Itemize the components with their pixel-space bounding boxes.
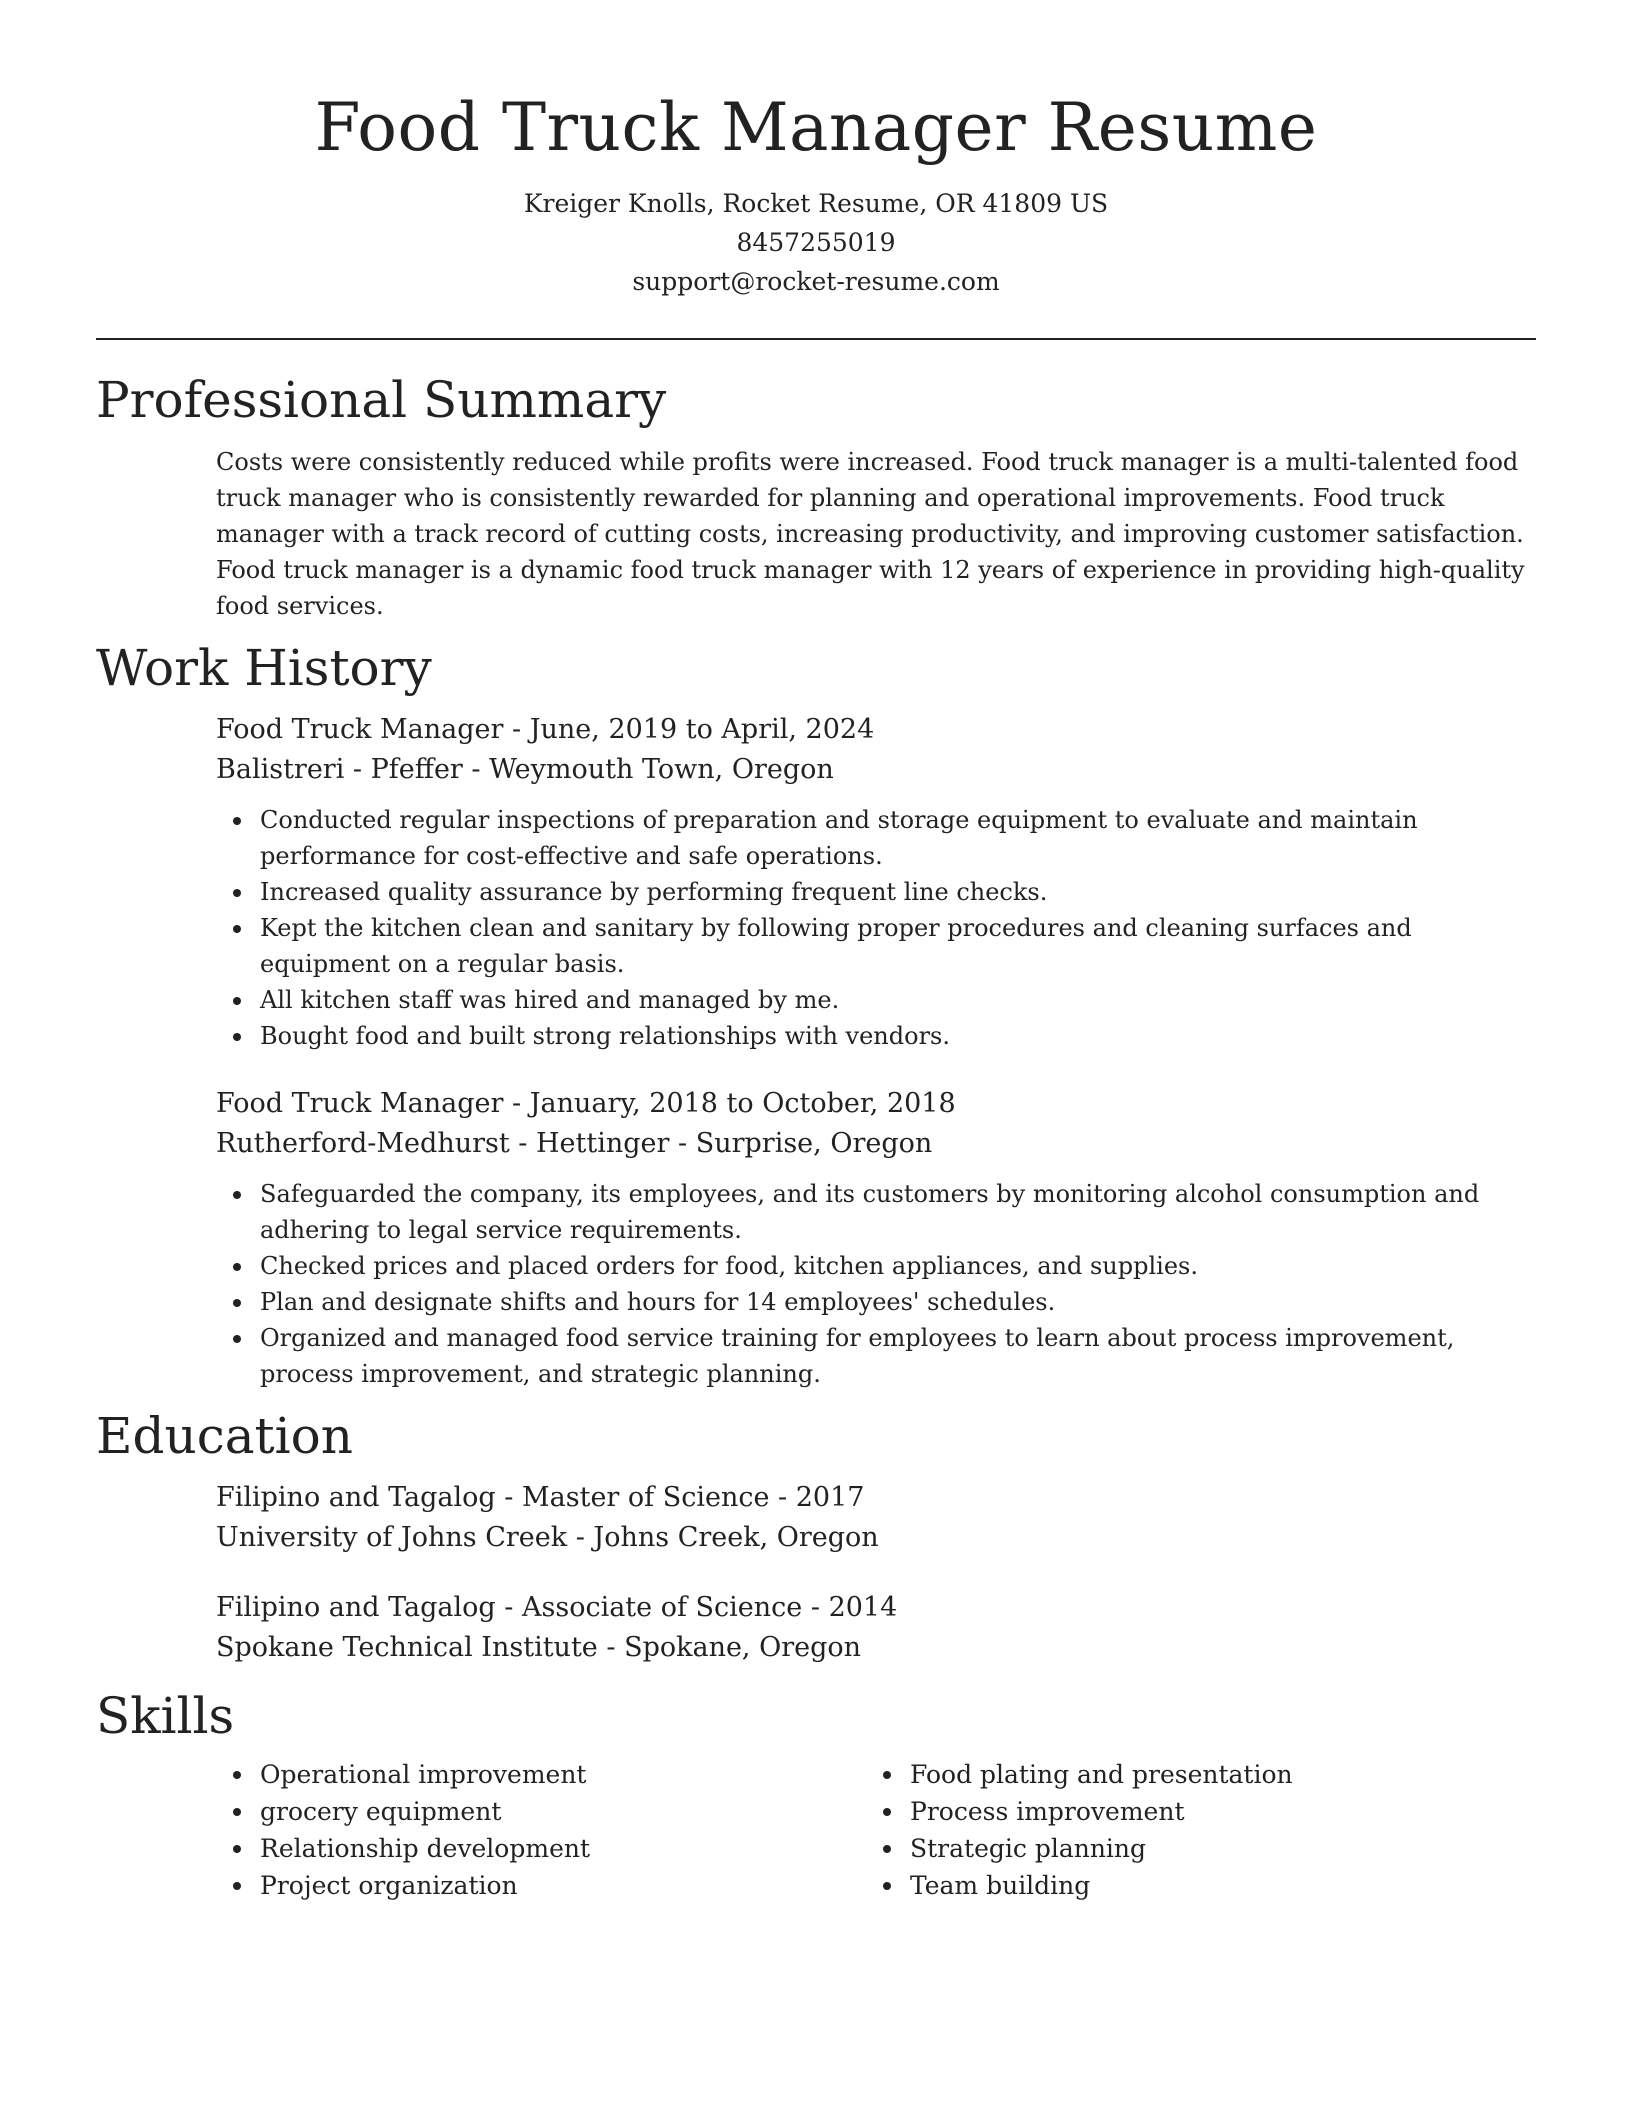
skills-list-right — [866, 1756, 1516, 1904]
job-company: Balistreri - Pfeffer — [216, 754, 463, 785]
list-item: Increased quality assurance by performing frequent line checks. — [260, 874, 1536, 910]
resume-page — [96, 0, 1536, 1904]
job-title: Food Truck Manager — [216, 1088, 504, 1119]
list-item: Safeguarded the company, its employees, and its customers by monitoring alcohol consumption and adhering to legal service requirements. — [260, 1176, 1536, 1248]
list-item: Process improvement — [910, 1793, 1516, 1830]
contact-block — [96, 184, 1536, 301]
work-history-heading: Work History — [96, 639, 432, 697]
list-item: Organized and managed food service training for employees to learn about process improvement, process improvement, and strategic planning. — [260, 1320, 1536, 1392]
job-company-line — [216, 750, 1536, 790]
education-entry — [216, 1478, 1536, 1558]
job-duties-list — [216, 802, 1536, 1054]
job-entry — [216, 710, 1536, 1054]
job-location: - Weymouth Town, Oregon — [462, 754, 834, 785]
job-entry — [216, 1084, 1536, 1392]
job-title: Food Truck Manager — [216, 714, 504, 745]
list-item: All kitchen staff was hired and managed by me. — [260, 982, 1536, 1018]
list-item: Team building — [910, 1867, 1516, 1904]
education-school: University of Johns Creek — [216, 1522, 568, 1553]
list-item: Plan and designate shifts and hours for 14 employees' schedules. — [260, 1284, 1536, 1320]
contact-phone: 8457255019 — [736, 228, 896, 257]
skills-list-left — [216, 1756, 866, 1904]
work-history-section — [96, 638, 1536, 1392]
education-year: - 2014 — [802, 1592, 898, 1623]
education-degree: - Associate of Science — [495, 1592, 803, 1623]
education-school: Spokane Technical Institute — [216, 1632, 598, 1663]
education-location: - Spokane, Oregon — [597, 1632, 862, 1663]
education-location: - Johns Creek, Oregon — [567, 1522, 879, 1553]
education-heading: Education — [96, 1407, 353, 1465]
education-field: Filipino and Tagalog — [216, 1482, 496, 1513]
resume-header — [96, 0, 1536, 301]
header-divider — [96, 338, 1536, 340]
skills-columns — [216, 1756, 1536, 1904]
list-item: Food plating and presentation — [910, 1756, 1516, 1793]
job-company: Rutherford-Medhurst - Hettinger — [216, 1128, 670, 1159]
job-company-line — [216, 1124, 1536, 1164]
contact-email: support@rocket-resume.com — [632, 267, 1000, 296]
list-item: Bought food and built strong relationships with vendors. — [260, 1018, 1536, 1054]
education-degree-line — [216, 1588, 1536, 1628]
job-location: - Surprise, Oregon — [669, 1128, 933, 1159]
skills-section — [96, 1686, 1536, 1904]
job-duties-list — [216, 1176, 1536, 1392]
skills-heading: Skills — [96, 1687, 235, 1745]
job-title-line — [216, 1084, 1536, 1124]
job-dates: - January, 2018 to October, 2018 — [503, 1088, 956, 1119]
education-school-line — [216, 1518, 1536, 1558]
resume-title: Food Truck Manager Resume — [314, 89, 1318, 166]
list-item: Relationship development — [260, 1830, 866, 1867]
summary-text: Costs were consistently reduced while profits were increased. Food truck manager is a multi-talented food truck manager who is consistently rewarded for planning and operational improvements. Food truck manager with a track record of cutting costs, increasing productivity, and improving customer satisfaction. Food truck manager is a dynamic food truck manager with 12 years of experience in providing high-quality food services. — [216, 448, 1525, 620]
summary-heading: Professional Summary — [96, 371, 667, 429]
job-dates: - June, 2019 to April, 2024 — [503, 714, 875, 745]
education-degree-line — [216, 1478, 1536, 1518]
list-item: grocery equipment — [260, 1793, 866, 1830]
list-item: Project organization — [260, 1867, 866, 1904]
list-item: Checked prices and placed orders for food, kitchen appliances, and supplies. — [260, 1248, 1536, 1284]
list-item: Strategic planning — [910, 1830, 1516, 1867]
education-year: - 2017 — [769, 1482, 865, 1513]
education-degree: - Master of Science — [495, 1482, 770, 1513]
summary-section — [96, 370, 1536, 624]
education-school-line — [216, 1628, 1536, 1668]
list-item: Conducted regular inspections of preparation and storage equipment to evaluate and maintain performance for cost-effective and safe operations. — [260, 802, 1536, 874]
list-item: Operational improvement — [260, 1756, 866, 1793]
education-section — [96, 1406, 1536, 1668]
job-title-line — [216, 710, 1536, 750]
education-field: Filipino and Tagalog — [216, 1592, 496, 1623]
contact-address: Kreiger Knolls, Rocket Resume, OR 41809 US — [523, 189, 1109, 218]
education-entry — [216, 1588, 1536, 1668]
list-item: Kept the kitchen clean and sanitary by following proper procedures and cleaning surfaces and equipment on a regular basis. — [260, 910, 1536, 982]
